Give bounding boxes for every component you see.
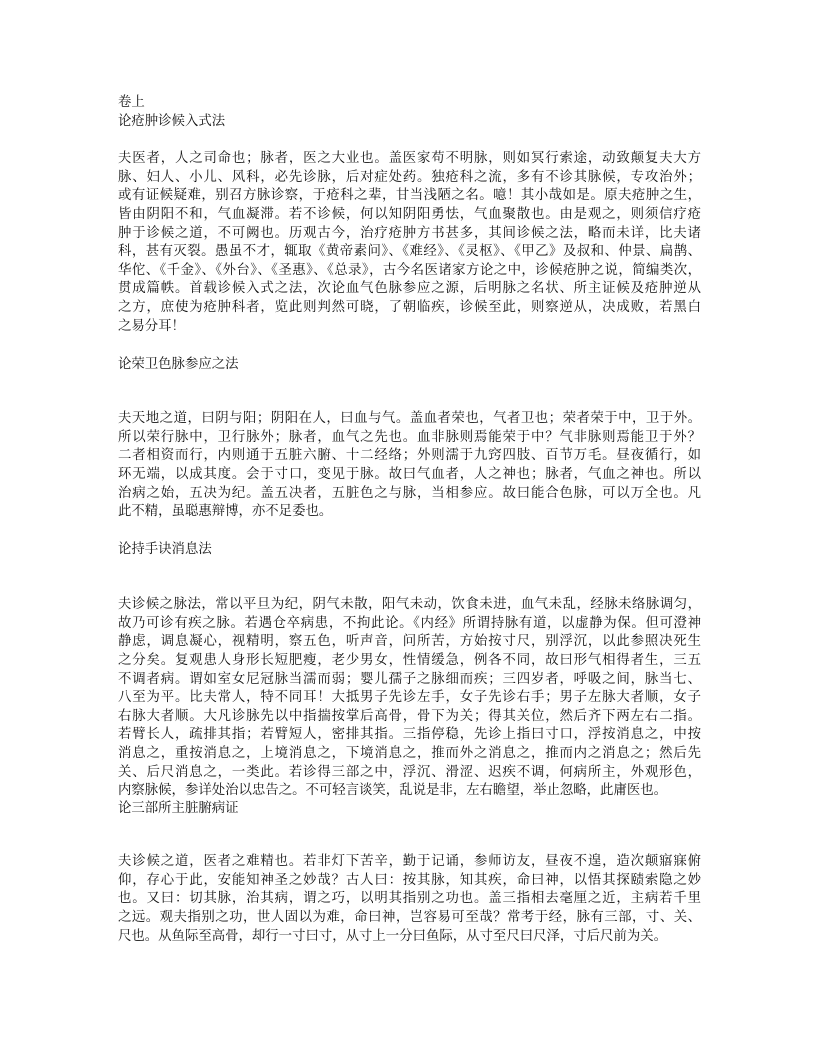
text-line: 华佗、《千金》、《外台》、《圣惠》、《总录》，古今名医诸家方论之中，诊候疮肿之说，简编类次， bbox=[118, 262, 701, 278]
text-line: 夫诊候之脉法，常以平旦为纪，阴气未散，阳气未动，饮食未进，血气未乱，经脉未络脉调匀， bbox=[118, 597, 701, 612]
section-heading: 论疮肿诊候入式法 bbox=[118, 113, 226, 129]
text-line: 夫天地之道，曰阴与阳；阴阳在人，曰血与气。盖血者荣也，气者卫也；荣者荣于中，卫于外。 bbox=[118, 411, 701, 426]
section-heading-block bbox=[118, 800, 701, 819]
text-line: 关、后尺消息之，一类此。若诊得三部之中，浮沉、滑涩、迟疾不调，何病所主，外观形色， bbox=[118, 764, 701, 780]
text-line: 之远。观夫指别之功，世人固以为难，命曰神，岂容易可至哉？常考于经，脉有三部，寸、关、 bbox=[118, 909, 701, 925]
section-body bbox=[118, 410, 701, 522]
text-line: 夫医者，人之司命也；脉者，医之大业也。盖医家苟不明脉，则如冥行索途，动致颠复夫大方 bbox=[118, 151, 701, 166]
text-line: 皆由阴阳不和，气血凝滞。若不诊候，何以知阴阳勇怯，气血聚散也。由是观之，则须信疗疮 bbox=[118, 206, 701, 222]
text-line: 尺也。从鱼际至高骨，却行一寸曰寸，从寸上一分曰鱼际，从寸至尺曰尺泽，寸后尺前为关。 bbox=[118, 928, 668, 944]
text-line: 右脉大者顺。大凡诊脉先以中指揣按掌后高骨，骨下为关；得其关位，然后齐下两左右二指。 bbox=[118, 708, 701, 724]
text-line: 环无端，以成其度。会于寸口，变见于脉。故曰气血者，人之神也；脉者，气血之神也。所以 bbox=[118, 466, 701, 482]
text-line: 不调者病。谓如室女尼冠脉当濡而弱；婴儿孺子之脉细而疾；三四岁者，呼吸之间，脉当七、 bbox=[118, 671, 701, 687]
section-heading: 论三部所主脏腑病证 bbox=[118, 801, 239, 816]
text-line: 或有证候疑难，别召方脉诊察，于疮科之辈，甘当浅陋之名。噫！其小哉如是。原夫疮肿之生， bbox=[118, 188, 701, 204]
text-line: 静虑，调息凝心，视精明，察五色，听声音，问所苦，方始按寸尺，别浮沉，以此参照决死生 bbox=[118, 634, 701, 650]
text-line: 所以荣行脉中，卫行脉外；脉者，血气之先也。血非脉则焉能荣于中？气非脉则焉能卫于外？ bbox=[118, 429, 701, 445]
text-line: 也。又曰：切其脉，治其病，谓之巧，以明其指别之功也。盖三指相去毫厘之近，主病若千里 bbox=[118, 891, 701, 907]
section-heading-block bbox=[118, 541, 701, 560]
section-body bbox=[118, 596, 701, 801]
text-line: 之分矣。复观患人身形长短肥瘦，老少男女，性情缓急，例各不同，故曰形气相得者生，三五 bbox=[118, 652, 701, 668]
section-heading-block bbox=[118, 356, 701, 375]
text-line: 此不精，虽聪惠辩博，亦不足委也。 bbox=[118, 504, 333, 520]
volume-label: 卷上 bbox=[118, 95, 145, 110]
document-header bbox=[118, 94, 701, 131]
text-line: 仰，存心于此，安能知神圣之妙哉？古人曰：按其脉，知其疾，命曰神，以悟其探赜索隐之妙 bbox=[118, 872, 701, 888]
text-line: 若臂长人，疏排其指；若臂短人，密排其指。三指停稳，先诊上指曰寸口，浮按消息之，中按 bbox=[118, 727, 701, 743]
text-line: 脉、妇人、小儿、风科，必先诊脉，后对症处药。独疮科之流，多有不诊其脉候，专攻治外； bbox=[118, 169, 701, 185]
text-line: 之方，庶使为疮肿科者，览此则判然可晓，了朝临疾，诊候至此，则察逆从，决成败，若黑白 bbox=[118, 300, 701, 316]
section-body bbox=[118, 150, 701, 336]
section-body bbox=[118, 853, 701, 946]
text-line: 夫诊候之道，医者之难精也。若非灯下苦辛，勤于记诵，参师访友，昼夜不遑，造次颠寤寐俯 bbox=[118, 854, 701, 869]
section-heading: 论持手诀消息法 bbox=[118, 542, 212, 557]
text-line: 消息之，重按消息之，上境消息之，下境消息之，推而外之消息之，推而内之消息之；然后先 bbox=[118, 746, 701, 762]
section-heading: 论荣卫色脉参应之法 bbox=[118, 357, 239, 372]
text-line: 治病之始，五决为纪。盖五决者，五脏色之与脉，当相参应。故曰能合色脉，可以万全也。凡 bbox=[118, 485, 701, 501]
text-line: 贯成篇帙。首载诊候入式之法，次论血气色脉参应之源，后明脉之名状、所主证候及疮肿逆从 bbox=[118, 281, 701, 297]
text-line: 八至为平。比夫常人，特不同耳！大抵男子先诊左手，女子先诊右手；男子左脉大者顺，女子 bbox=[118, 690, 701, 706]
text-line: 二者相资而行，内则通于五脏六腑、十二经络；外则濡于九窍四肢、百节万毛。昼夜循行，如 bbox=[118, 448, 701, 464]
text-line: 肿于诊候之道，不可阙也。历观古今，治疗疮肿方书甚多，其间诊候之法，略而未详，比夫诸 bbox=[118, 225, 701, 241]
text-line: 故乃可诊有疾之脉。若遇仓卒病患，不拘此论。《内经》所谓持脉有道，以虚静为保。但可澄神 bbox=[118, 615, 701, 631]
text-line: 科，甚有灭裂。愚虽不才，辄取《黄帝素问》、《难经》、《灵枢》、《甲乙》及叔和、仲景、扁鹊、 bbox=[118, 244, 701, 260]
text-line: 之易分耳！ bbox=[118, 318, 185, 334]
text-line: 内察脉候，参详处治以忠告之。不可轻言谈笑，乱说是非，左右瞻望，举止忽略，此庸医也。 bbox=[118, 783, 668, 799]
